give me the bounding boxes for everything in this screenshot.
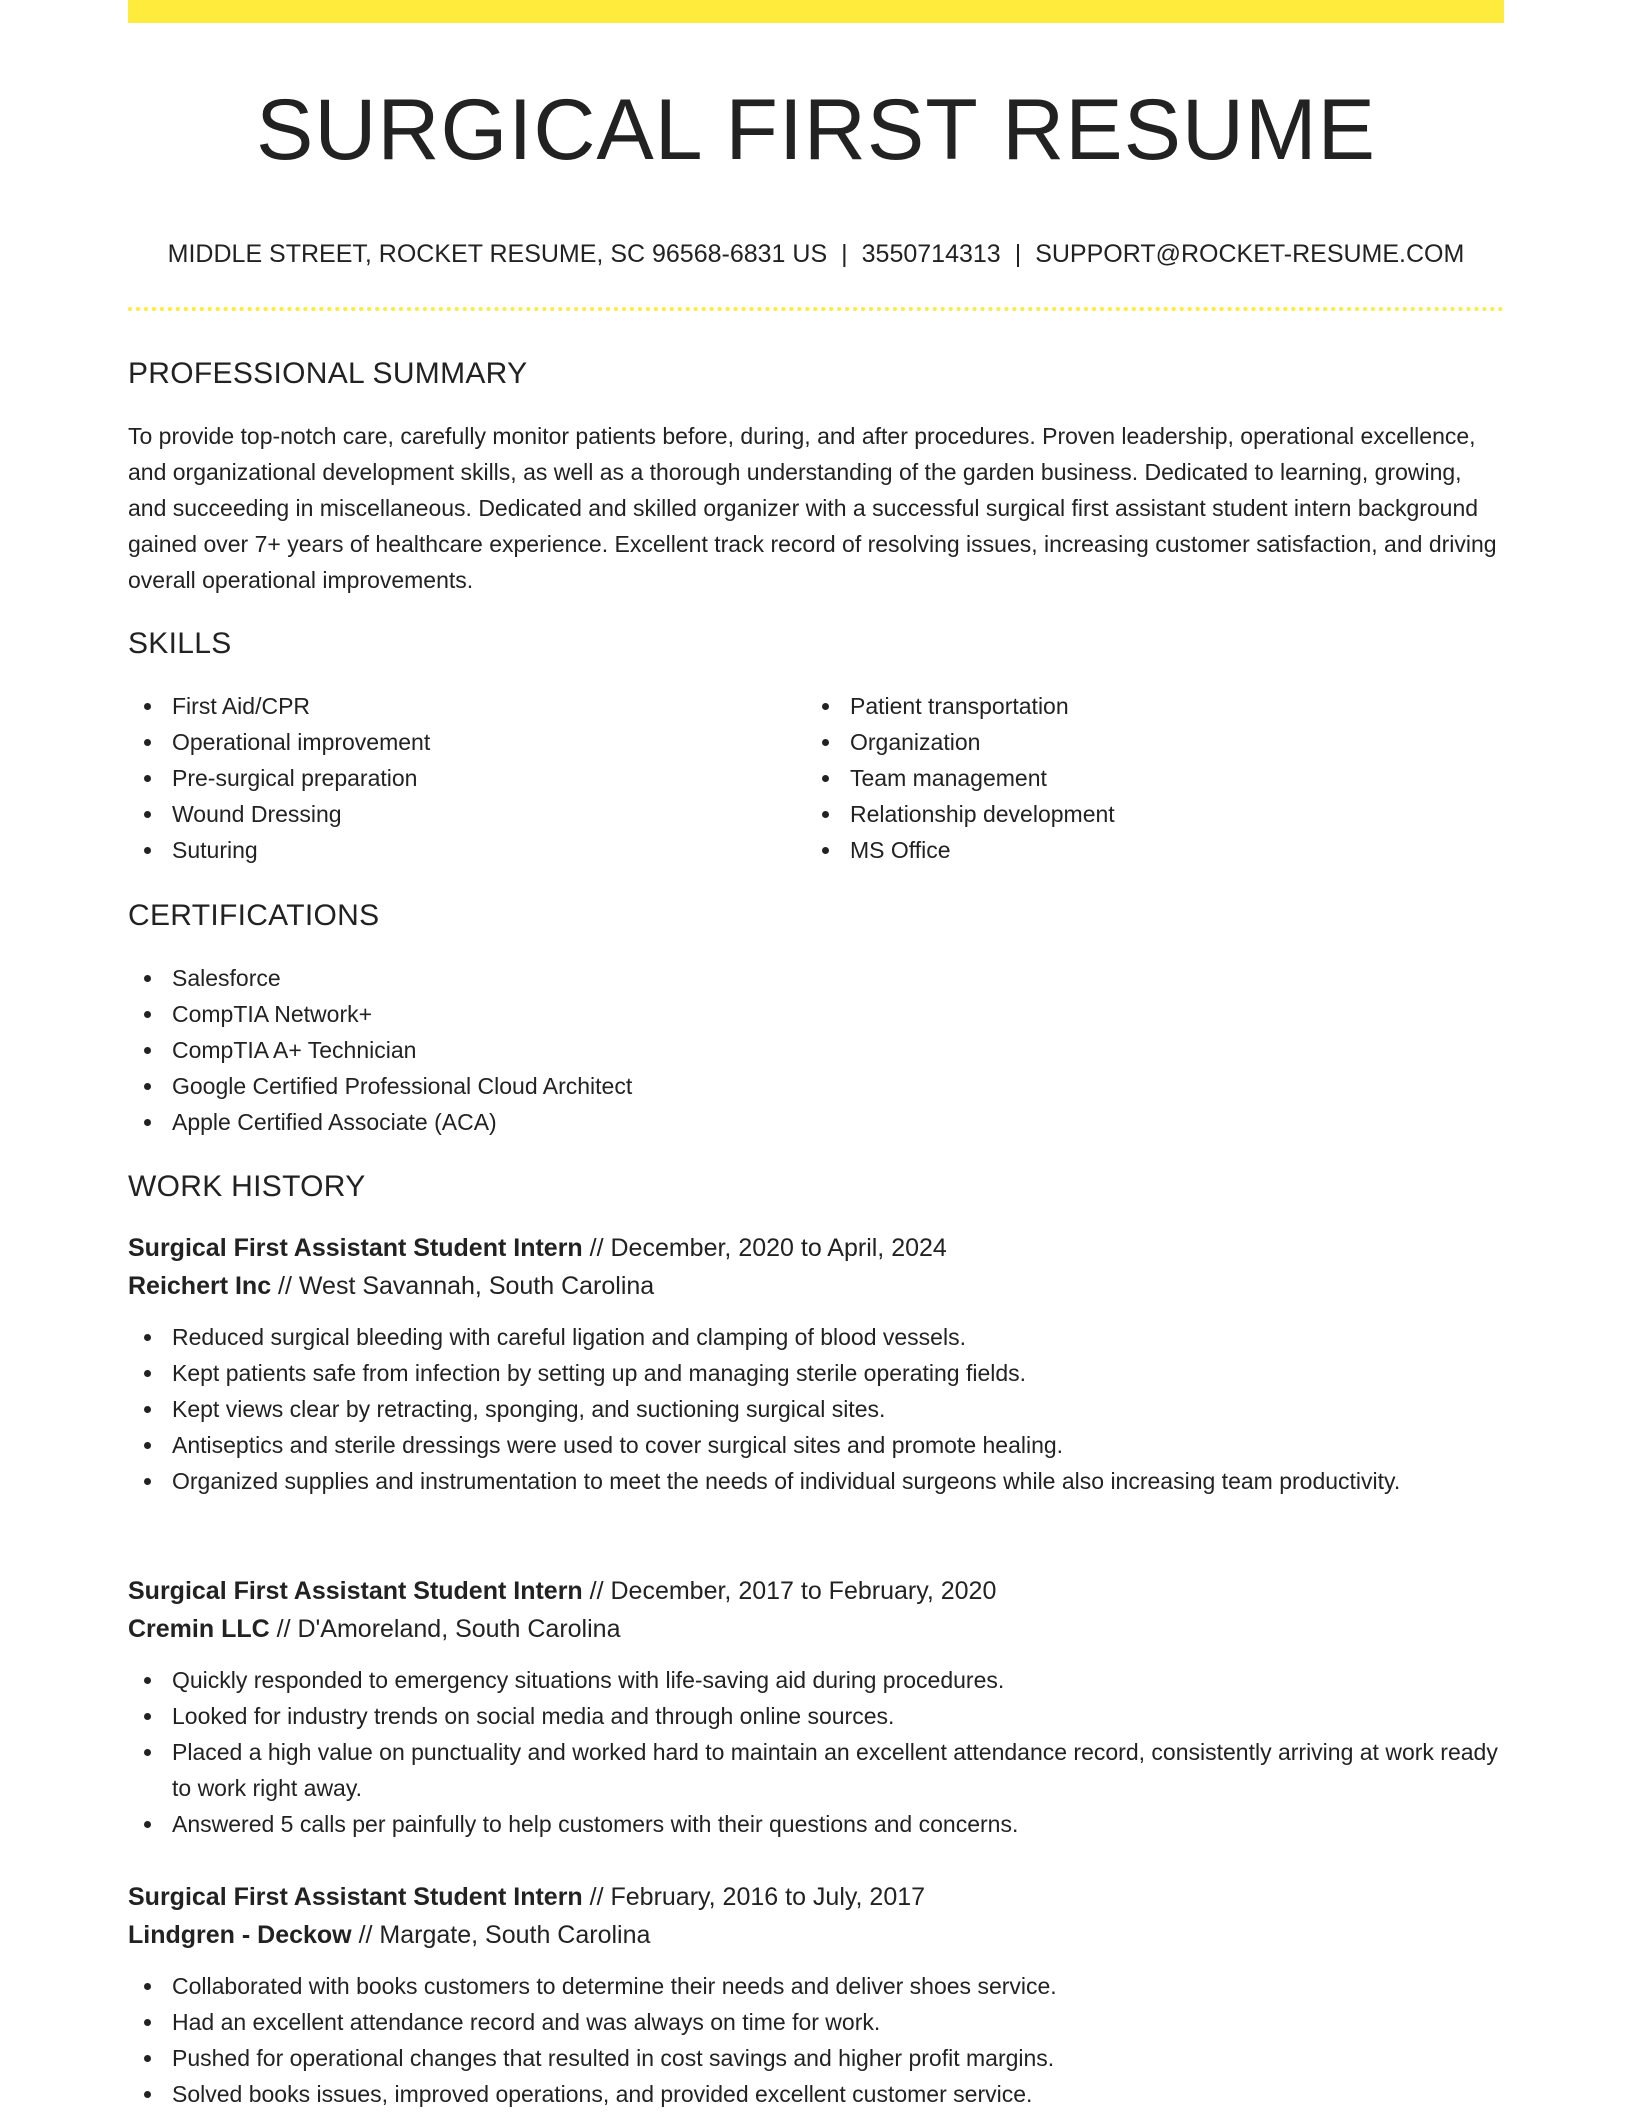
contact-line (128, 236, 1504, 272)
skill-item: Team management (806, 760, 1466, 796)
job-company: Cremin LLC (128, 1615, 270, 1643)
certifications-heading: CERTIFICATIONS (128, 899, 380, 932)
job-title-line (128, 1229, 1504, 1267)
contact-separator: | (841, 240, 848, 268)
resume-title: SURGICAL FIRST RESUME (255, 82, 1377, 178)
skill-item: Operational improvement (128, 724, 788, 760)
contact-phone: 3550714313 (861, 240, 1001, 268)
job-company-line (128, 1267, 1504, 1305)
job-bullet: Collaborated with books customers to determine their needs and deliver shoes service. (128, 1968, 1504, 2004)
job-title: Surgical First Assistant Student Intern (128, 1577, 583, 1605)
skill-item: Wound Dressing (128, 796, 788, 832)
job-bullet: Antiseptics and sterile dressings were used to cover surgical sites and promote healing. (128, 1427, 1504, 1463)
skill-item: Suturing (128, 832, 788, 868)
job-company-line (128, 1916, 1504, 1954)
job-bullet: Answered 5 calls per painfully to help customers with their questions and concerns. (128, 1806, 1504, 1842)
contact-separator: | (1014, 240, 1022, 268)
job-bullet: Placed a high value on punctuality and worked hard to maintain an excellent attendance record, consistently arriving at work ready to work right away. (128, 1734, 1504, 1806)
job-title-line (128, 1572, 1504, 1610)
work-history-heading: WORK HISTORY (128, 1170, 366, 1203)
certification-item: CompTIA Network+ (128, 996, 1028, 1032)
job-company: Lindgren - Deckow (128, 1921, 352, 1949)
job-title: Surgical First Assistant Student Intern (128, 1234, 583, 1262)
skills-list-right (806, 688, 1466, 868)
job-bullets (128, 1319, 1504, 1499)
certification-item: Salesforce (128, 960, 1028, 996)
skills-list-left (128, 688, 788, 868)
summary-heading: PROFESSIONAL SUMMARY (128, 357, 528, 390)
job-bullet: Solved books issues, improved operations, and provided excellent customer service. (128, 2076, 1504, 2112)
job-bullet: Kept views clear by retracting, sponging, and suctioning surgical sites. (128, 1391, 1504, 1427)
job-bullet: Organized supplies and instrumentation to meet the needs of individual surgeons while also increasing team productivity. (128, 1463, 1504, 1499)
accent-top-bar (128, 0, 1504, 23)
summary-text: To provide top-notch care, carefully monitor patients before, during, and after procedures. Proven leadership, operational excellence, and organizational development skills, as well as a thorough understanding of the garden business. Dedicated to learning, growing, and succeeding in miscellaneous. Dedicated and skilled organizer with a successful surgical first assistant student intern background gained over 7+ years of healthcare experience. Excellent track record of resolving issues, increasing customer satisfaction, and driving overall operational improvements. (128, 423, 1497, 593)
skill-item: Patient transportation (806, 688, 1466, 724)
job-bullet: Looked for industry trends on social media and through online sources. (128, 1698, 1504, 1734)
skill-item: Relationship development (806, 796, 1466, 832)
contact-address: MIDDLE STREET, ROCKET RESUME, SC 96568-6831 US (167, 240, 828, 268)
skill-item: Pre-surgical preparation (128, 760, 788, 796)
job-bullets (128, 1662, 1504, 1842)
job-entry (128, 1878, 1504, 2112)
certification-item: CompTIA A+ Technician (128, 1032, 1028, 1068)
job-dates: // February, 2016 to July, 2017 (582, 1883, 926, 1911)
job-location: // Margate, South Carolina (351, 1921, 651, 1949)
certification-item: Google Certified Professional Cloud Architect (128, 1068, 1028, 1104)
job-bullet: Quickly responded to emergency situations with life-saving aid during procedures. (128, 1662, 1504, 1698)
job-bullet: Kept patients safe from infection by setting up and managing sterile operating fields. (128, 1355, 1504, 1391)
skill-item: Organization (806, 724, 1466, 760)
job-dates: // December, 2020 to April, 2024 (582, 1234, 947, 1262)
job-bullets (128, 1968, 1504, 2112)
job-title: Surgical First Assistant Student Intern (128, 1883, 583, 1911)
job-company: Reichert Inc (128, 1272, 272, 1300)
skill-item: First Aid/CPR (128, 688, 788, 724)
job-bullet: Had an excellent attendance record and was always on time for work. (128, 2004, 1504, 2040)
skill-item: MS Office (806, 832, 1466, 868)
skills-heading: SKILLS (128, 627, 232, 660)
job-entry (128, 1229, 1504, 1499)
job-title-line (128, 1878, 1504, 1916)
certification-item: Apple Certified Associate (ACA) (128, 1104, 1028, 1140)
job-location: // D'Amoreland, South Carolina (269, 1615, 621, 1643)
job-location: // West Savannah, South Carolina (271, 1272, 655, 1300)
dotted-divider (128, 307, 1504, 311)
job-entry (128, 1572, 1504, 1842)
job-bullet: Pushed for operational changes that resulted in cost savings and higher profit margins. (128, 2040, 1504, 2076)
certifications-list (128, 960, 1028, 1140)
contact-email: SUPPORT@ROCKET-RESUME.COM (1035, 240, 1465, 268)
job-dates: // December, 2017 to February, 2020 (582, 1577, 997, 1605)
job-company-line (128, 1610, 1504, 1648)
job-bullet: Reduced surgical bleeding with careful ligation and clamping of blood vessels. (128, 1319, 1504, 1355)
